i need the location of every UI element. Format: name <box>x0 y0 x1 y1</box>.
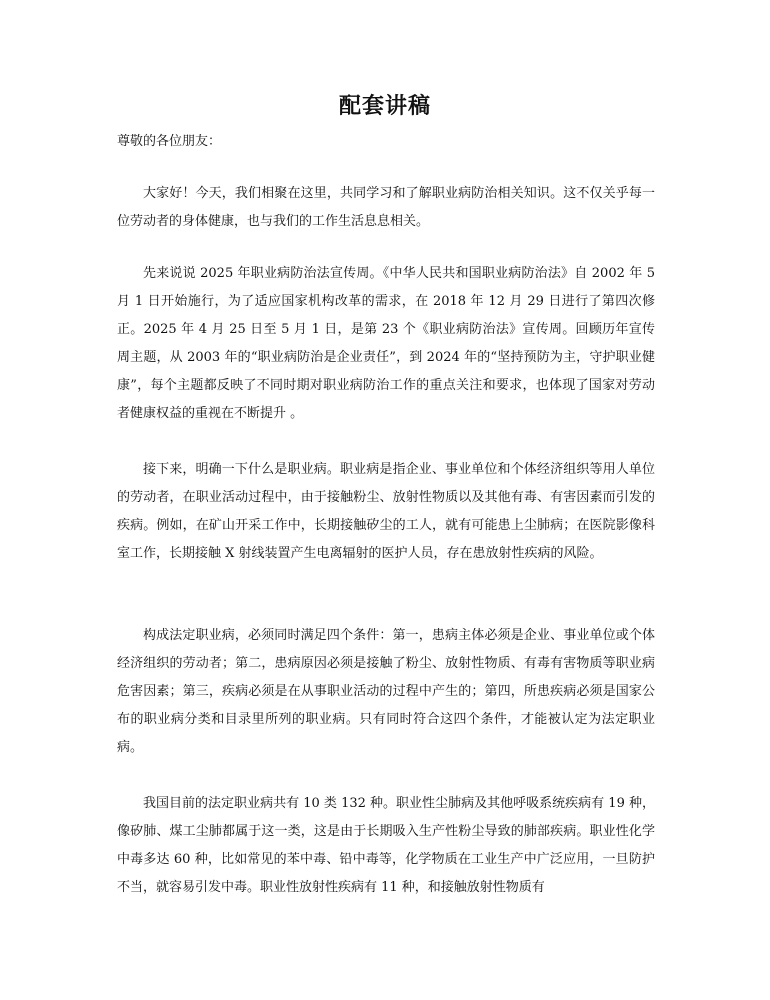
page-title: 配套讲稿 <box>338 93 431 119</box>
paragraph-definition: 接下来，明确一下什么是职业病。职业病是指企业、事业单位和个体经济组织等用人单位的劳动者，在职业活动过程中，由于接触粉尘、放射性物质以及其他有毒、有害因素而引发的疾病。例如，在矿山开采工作中，长期接触矽尘的工人，就有可能患上尘肺病；在医院影像科室工作，长期接触 X 射线装置产生电离辐射的医护人员，存在患放射性疾病的风险。 <box>117 462 655 561</box>
paragraph-publicity-week: 先来说说 2025 年职业病防治法宣传周。《中华人民共和国职业病防治法》自 2002 年 5 月 1 日开始施行，为了适应国家机构改革的需求，在 2018 年 12 月 29 日进行了第四次修正。2025 年 4 月 25 日至 5 月 1 日，是第 23 个《职业病防治法》宣传周。回顾历年宣传周主题，从 2003 年的“职业病防治是企业责任”，到 2024 年的“坚持预防为主，守护职业健康”，每个主题都反映了不同时期对职业病防治工作的重点关注和要求，也体现了国家对劳动者健康权益的重视在不断提升 。 <box>117 266 655 421</box>
paragraph-intro: 大家好！今天，我们相聚在这里，共同学习和了解职业病防治相关知识。这不仅关乎每一位劳动者的身体健康，也与我们的工作生活息息相关。 <box>117 186 655 229</box>
paragraph-categories: 我国目前的法定职业病共有 10 类 132 种。职业性尘肺病及其他呼吸系统疾病有 19 种，像矽肺、煤工尘肺都属于这一类，这是由于长期吸入生产性粉尘导致的肺部疾病。职业性化学中毒多达 60 种，比如常见的苯中毒、铅中毒等，化学物质在工业生产中广泛应用，一旦防护不当，就容易引发中毒。职业性放射性疾病有 11 种，和接触放射性物质有 <box>117 796 655 895</box>
paragraph-conditions: 构成法定职业病，必须同时满足四个条件：第一，患病主体必须是企业、事业单位或个体经济组织的劳动者；第二，患病原因必须是接触了粉尘、放射性物质、有毒有害物质等职业病危害因素；第三，疾病必须是在从事职业活动的过程中产生的；第四，所患疾病必须是国家公布的职业病分类和目录里所列的职业病。只有同时符合这四个条件，才能被认定为法定职业病。 <box>117 628 655 755</box>
greeting: 尊敬的各位朋友： <box>117 134 222 149</box>
